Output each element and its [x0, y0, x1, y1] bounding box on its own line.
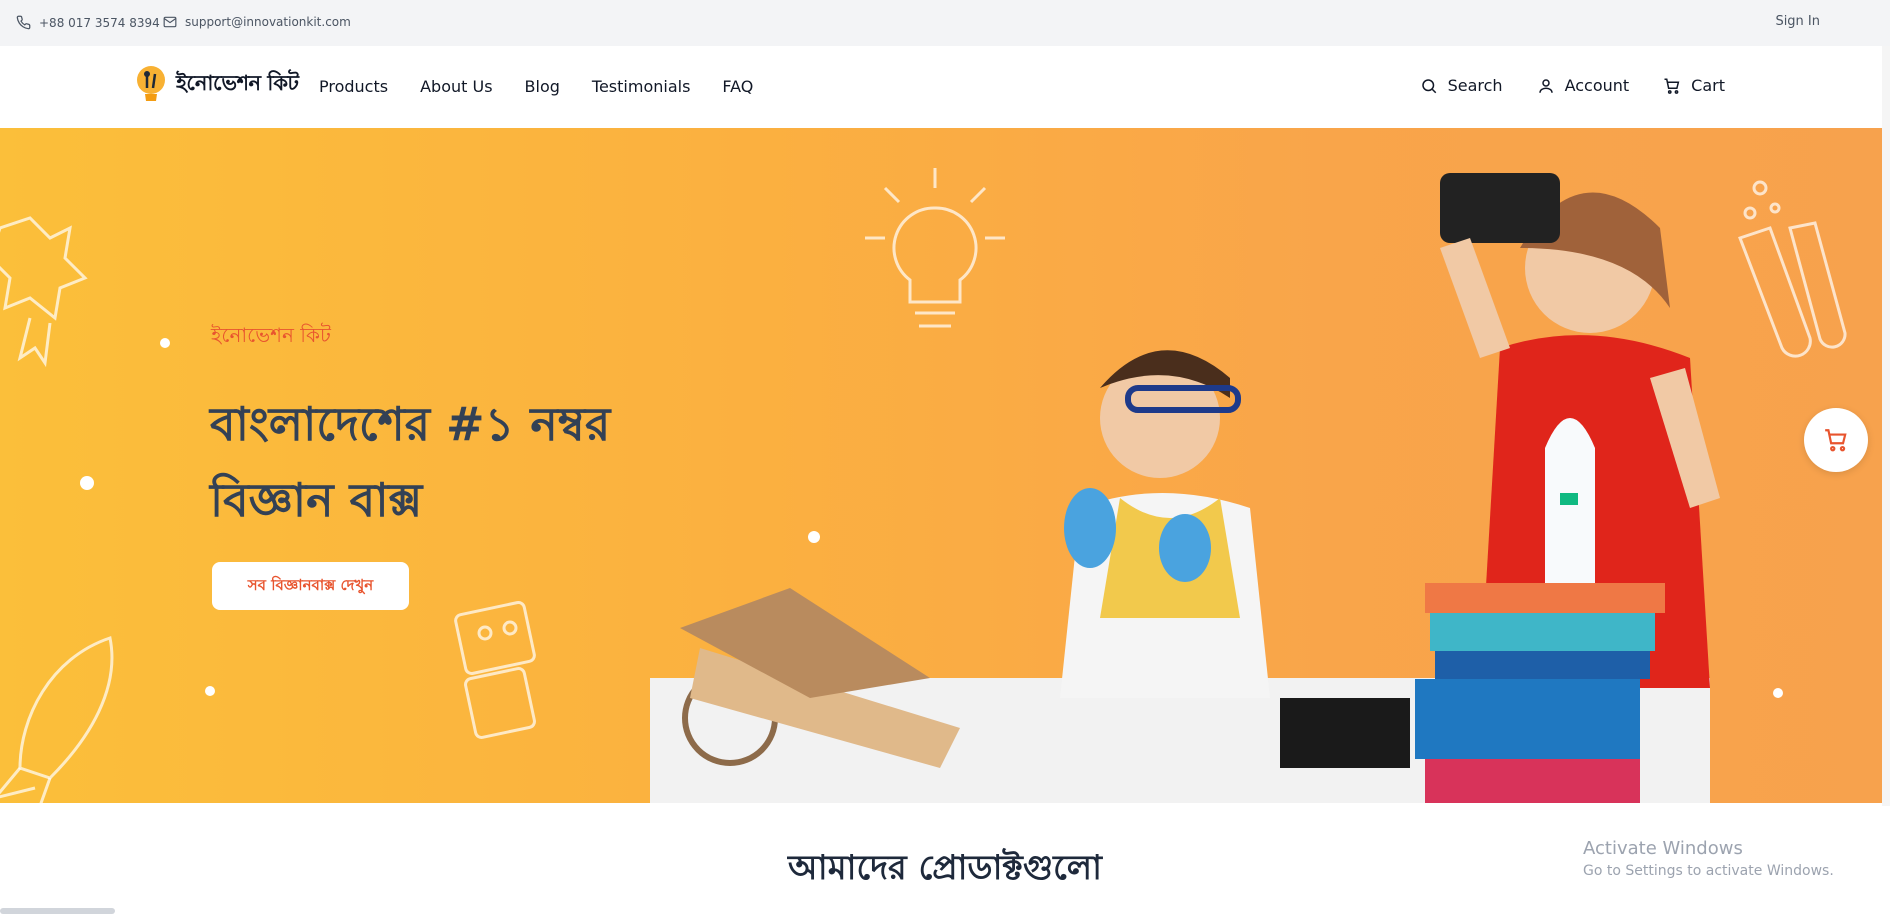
nav-blog[interactable]: Blog — [524, 77, 560, 96]
horizontal-scrollbar[interactable] — [0, 908, 115, 914]
cart-icon — [1663, 77, 1681, 95]
rocket-doodle-icon — [0, 628, 140, 803]
nav-faq[interactable]: FAQ — [722, 77, 754, 96]
main-nav — [319, 77, 753, 96]
brand-logo[interactable] — [134, 64, 298, 104]
search-label: Search — [1447, 76, 1503, 95]
cart-icon — [1823, 427, 1849, 453]
vertical-scrollbar[interactable] — [1882, 46, 1890, 806]
nav-testimonials[interactable]: Testimonials — [591, 77, 691, 96]
badge-doodle-icon — [0, 208, 100, 368]
activate-windows-subtitle: Go to Settings to activate Windows. — [1583, 863, 1834, 879]
sign-in-link[interactable]: Sign In — [1775, 14, 1820, 29]
email-address: support@innovationkit.com — [185, 15, 351, 29]
sparkle-dot — [160, 338, 170, 348]
email-contact[interactable] — [163, 15, 351, 29]
account-button[interactable] — [1537, 76, 1630, 95]
brand-name: ইনোভেশন কিট — [176, 70, 299, 95]
hero-banner — [0, 128, 1890, 803]
nav-products[interactable]: Products — [319, 77, 389, 96]
hero-headline-line-1: বাংলাদেশের #১ নম্বর — [210, 397, 611, 451]
hero-headline-line-2: বিজ্ঞান বাক্স — [210, 473, 423, 527]
cart-label: Cart — [1691, 76, 1725, 95]
view-all-kits-button[interactable]: সব বিজ্ঞানবাক্স দেখুন — [212, 562, 409, 610]
products-section-title: আমাদের প্রোডাক্টগুলো — [788, 848, 1102, 888]
nav-about-us[interactable]: About Us — [420, 77, 493, 96]
mail-icon — [163, 15, 177, 29]
sparkle-dot — [80, 476, 94, 490]
activate-windows-watermark — [1583, 838, 1834, 879]
search-icon — [1420, 77, 1438, 95]
search-button[interactable] — [1420, 76, 1503, 95]
phone-icon — [16, 15, 31, 30]
top-bar — [0, 0, 1890, 47]
main-header — [0, 46, 1890, 129]
kids-science-photo — [640, 128, 1890, 803]
hero-eyebrow: ইনোভেশন কিট — [211, 323, 331, 347]
cart-button[interactable] — [1663, 76, 1725, 95]
phone-number: +88 017 3574 8394 — [39, 15, 160, 30]
user-icon — [1537, 77, 1555, 95]
bulb-logo-icon — [134, 64, 168, 104]
activate-windows-title: Activate Windows — [1583, 838, 1743, 859]
robot-doodle-icon — [440, 578, 560, 748]
phone-contact[interactable] — [16, 15, 160, 30]
account-label: Account — [1564, 76, 1630, 95]
header-tools — [1420, 76, 1725, 95]
floating-cart-button[interactable] — [1804, 408, 1868, 472]
sparkle-dot — [205, 686, 215, 696]
hero-headline — [210, 386, 730, 538]
